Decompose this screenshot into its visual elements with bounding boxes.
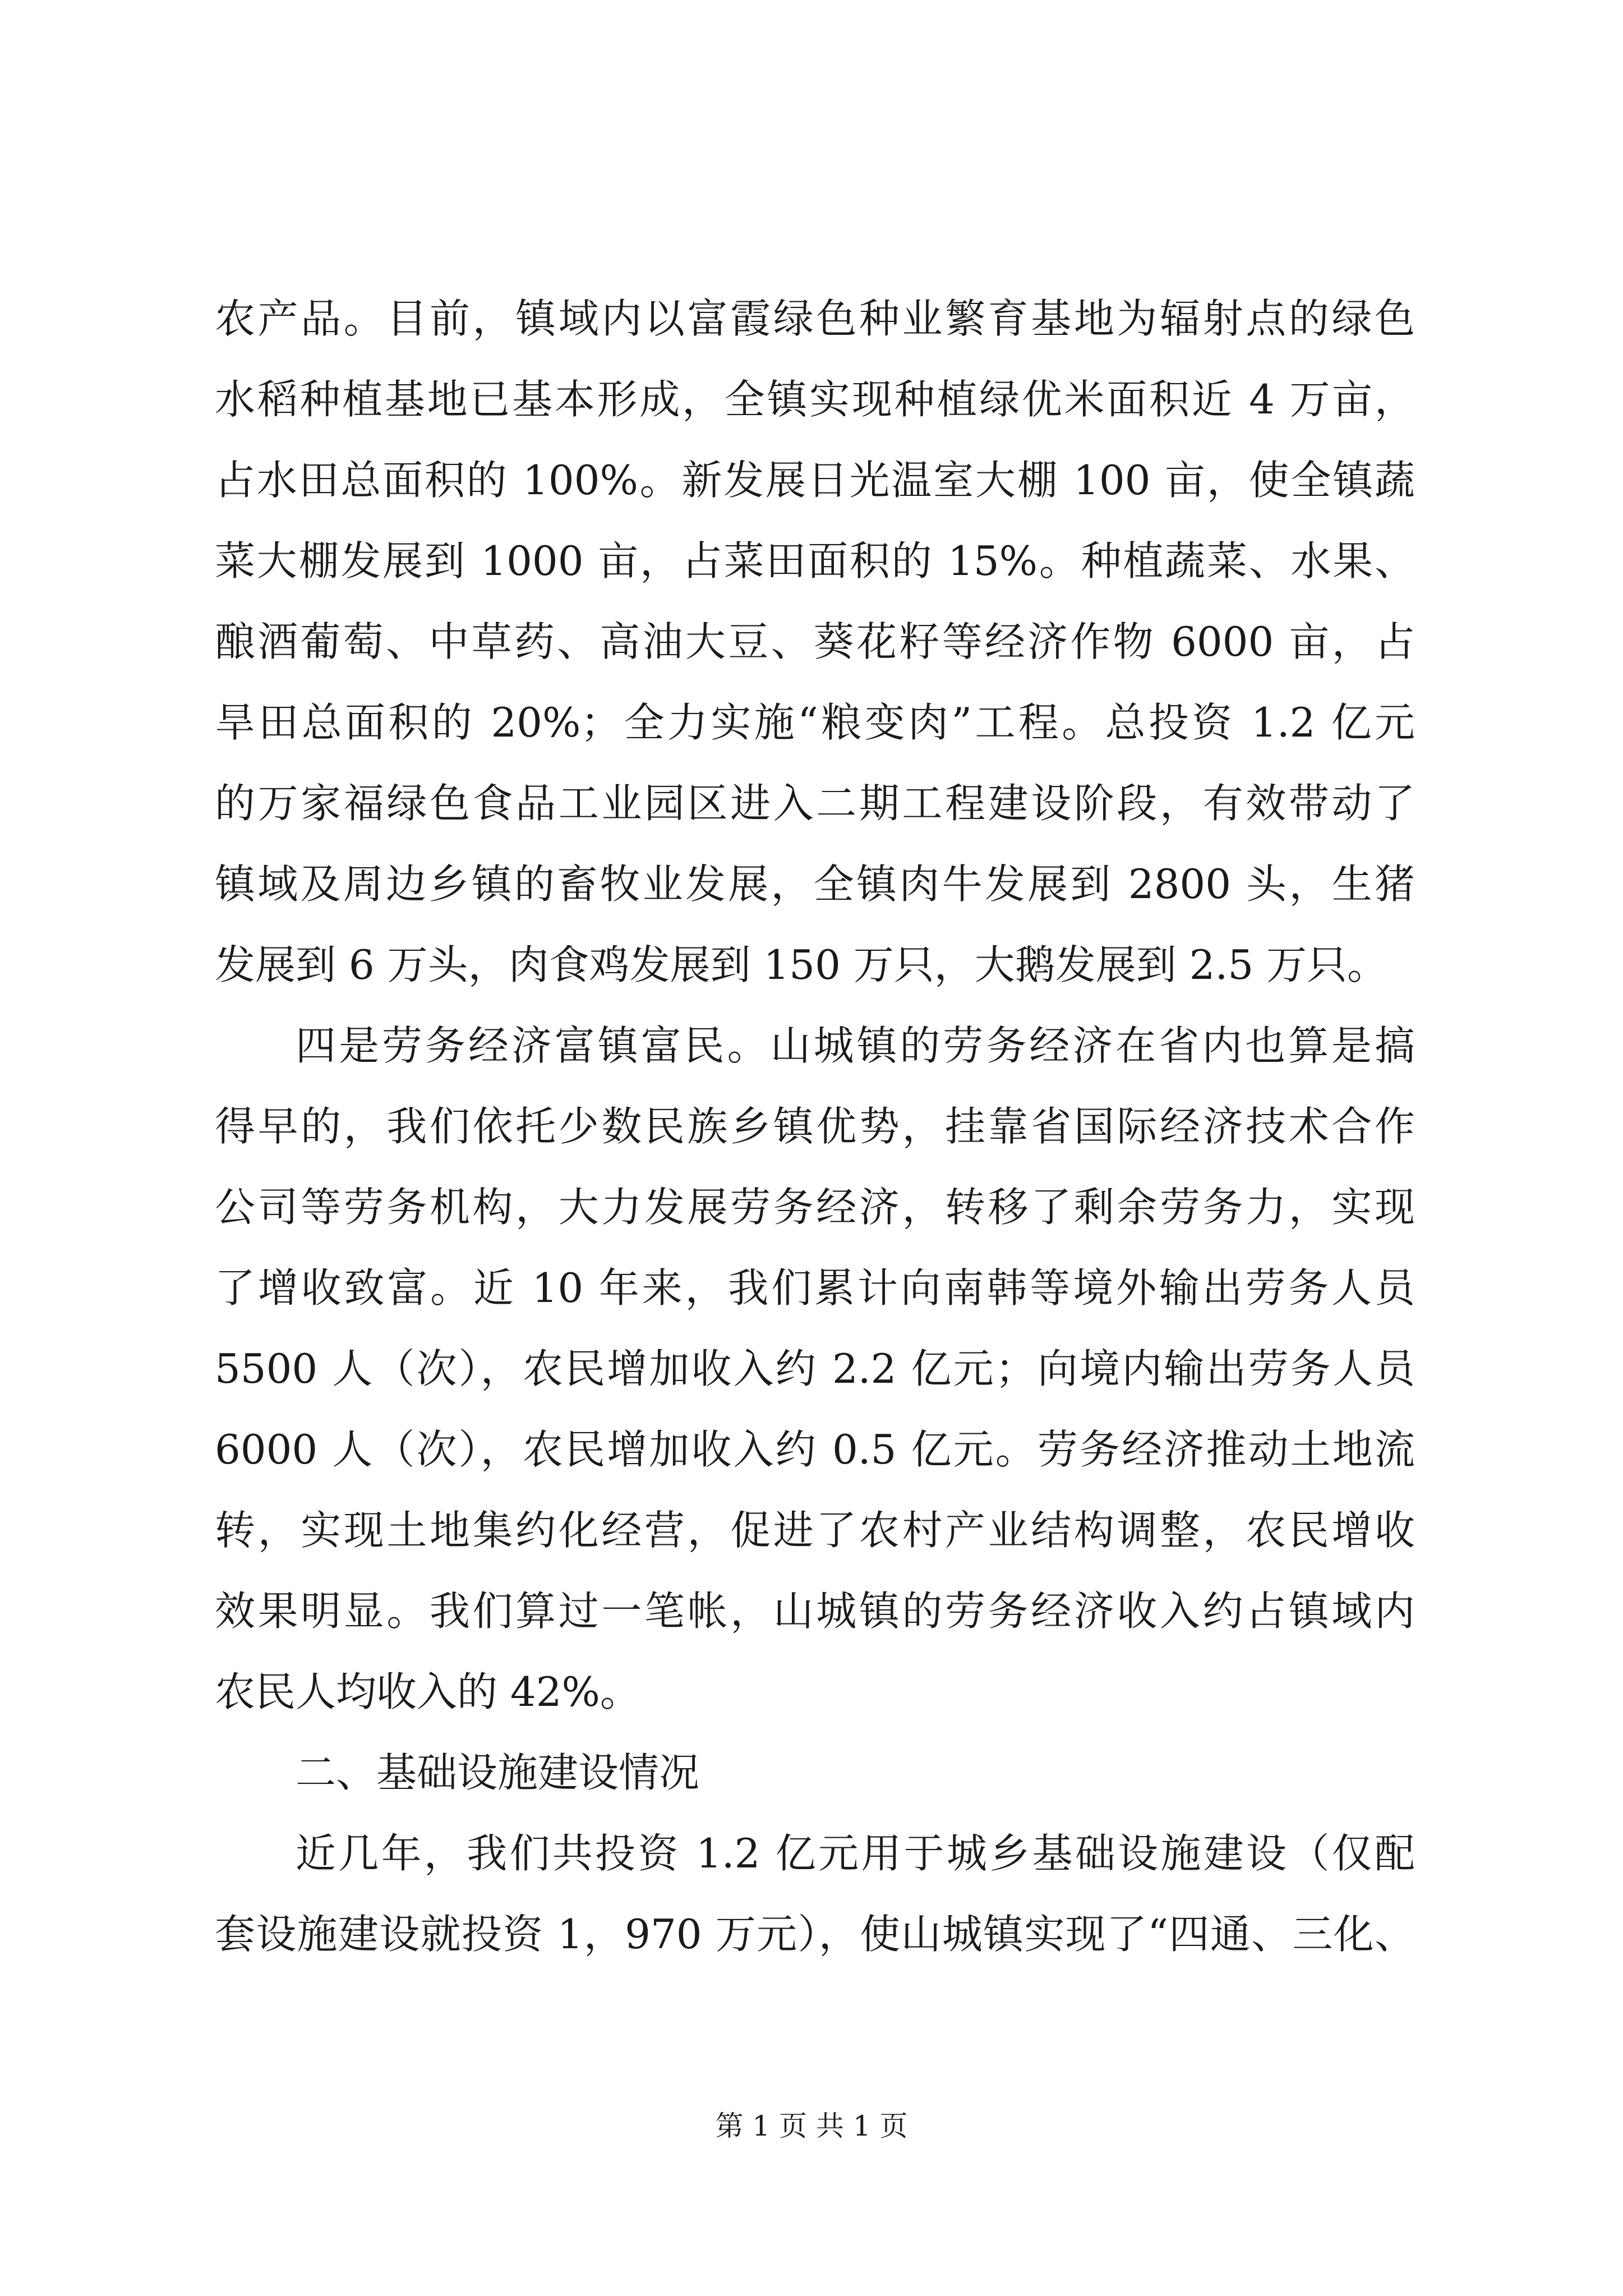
- paragraph-first-line: 近几年，我们共投资 1.2 亿元用于城乡基础设施建设（仅配: [296, 1830, 1415, 1877]
- text-line: 镇域及周边乡镇的畜牧业发展，全镇肉牛发展到 2800 头，生猪: [215, 861, 1415, 908]
- paragraph-first-line: 四是劳务经济富镇富民。山城镇的劳务经济在省内也算是搞: [296, 1022, 1415, 1069]
- text-line: 占水田总面积的 100%。新发展日光温室大棚 100 亩，使全镇蔬: [215, 457, 1415, 504]
- text-line: 5500 人（次），农民增加收入约 2.2 亿元；向境内输出劳务人员: [215, 1345, 1415, 1392]
- text-line: 旱田总面积的 20%；全力实施“粮变肉”工程。总投资 1.2 亿元: [215, 699, 1415, 746]
- text-line: 得早的，我们依托少数民族乡镇优势，挂靠省国际经济技术合作: [215, 1103, 1415, 1150]
- text-line: 效果明显。我们算过一笔帐，山城镇的劳务经济收入约占镇域内: [215, 1588, 1415, 1635]
- text-line: 水稻种植基地已基本形成，全镇实现种植绿优米面积近 4 万亩，: [215, 376, 1415, 423]
- text-line: 酿酒葡萄、中草药、高油大豆、葵花籽等经济作物 6000 亩，占: [215, 618, 1415, 665]
- text-line: 了增收致富。近 10 年来，我们累计向南韩等境外输出劳务人员: [215, 1264, 1415, 1312]
- text-line: 6000 人（次），农民增加收入约 0.5 亿元。劳务经济推动土地流: [215, 1426, 1415, 1473]
- section-heading: 二、基础设施建设情况: [296, 1749, 700, 1796]
- text-line: 公司等劳务机构，大力发展劳务经济，转移了剩余劳务力，实现: [215, 1184, 1415, 1231]
- document-body: [215, 278, 1415, 1975]
- text-line: 发展到 6 万头，肉食鸡发展到 150 万只，大鹅发展到 2.5 万只。: [215, 941, 1388, 988]
- text-line: 农产品。目前，镇域内以富霞绿色种业繁育基地为辐射点的绿色: [215, 295, 1415, 342]
- text-line: 的万家福绿色食品工业园区进入二期工程建设阶段，有效带动了: [215, 780, 1415, 827]
- text-line: 菜大棚发展到 1000 亩，占菜田面积的 15%。种植蔬菜、水果、: [215, 537, 1415, 585]
- text-line: 套设施建设就投资 1，970 万元），使山城镇实现了“四通、三化、: [215, 1911, 1415, 1958]
- page-number-footer: 第 1 页 共 1 页: [715, 2110, 908, 2142]
- text-line: 转，实现土地集约化经营，促进了农村产业结构调整，农民增收: [215, 1507, 1415, 1554]
- text-line: 农民人均收入的 42%。: [215, 1668, 640, 1715]
